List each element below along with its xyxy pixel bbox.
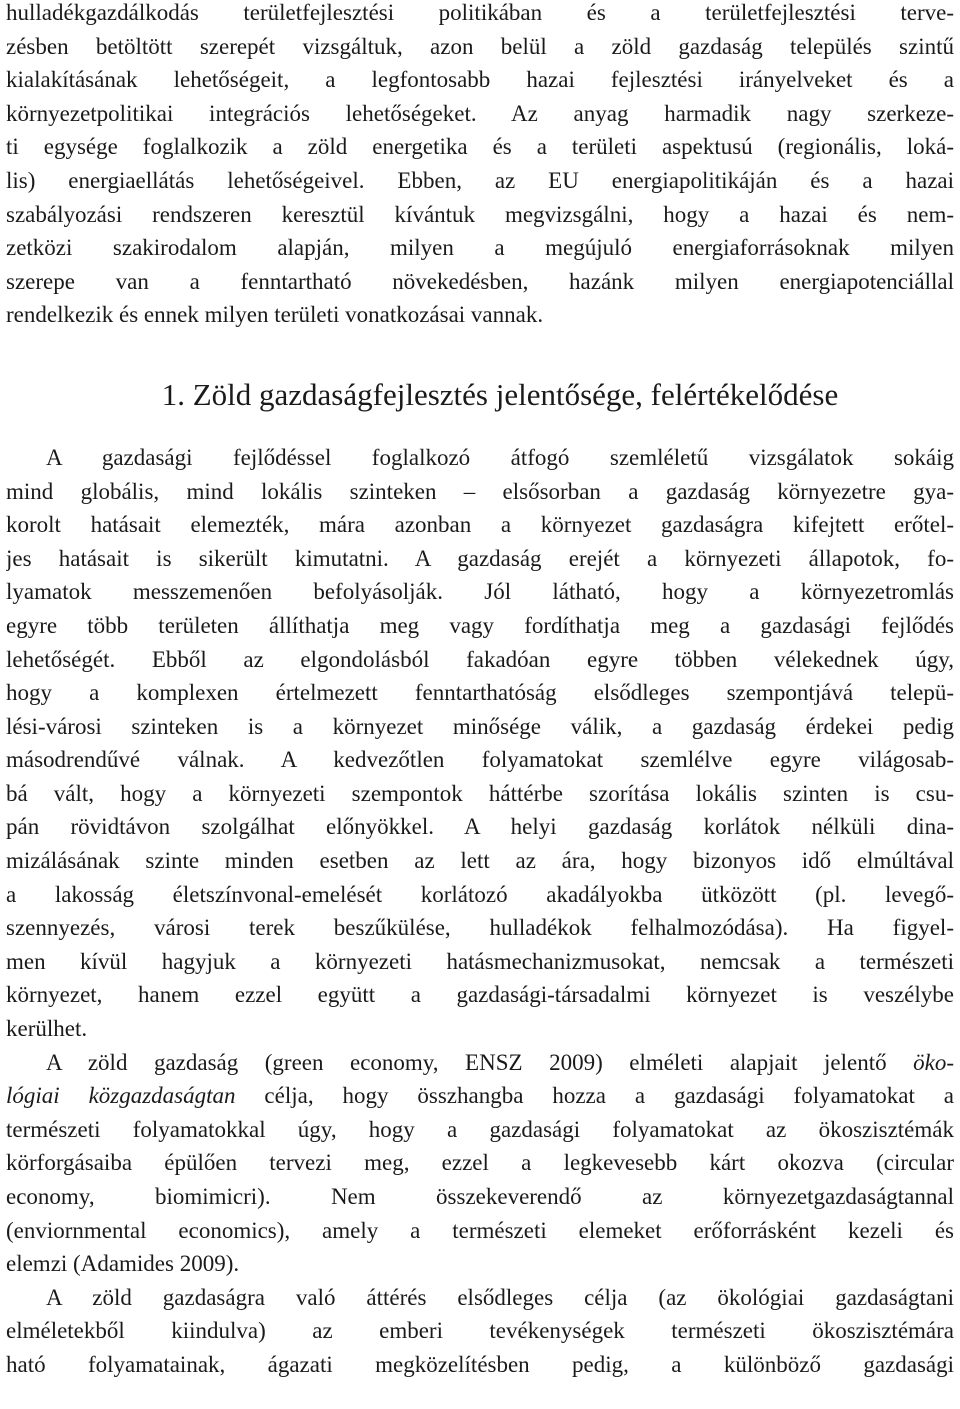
text-line: ható folyamatainak, ágazati megközelítésben pedig, a különböző gazdasági xyxy=(6,1351,954,1377)
text-line: mizálásának szinte minden esetben az lett az ára, hogy bizonyos idő elmúltával xyxy=(6,848,954,874)
text-line: elméletekből kiindulva) az emberi tevékenységek természeti ökoszisztémára xyxy=(6,1318,954,1344)
text-line: A gazdasági fejlődéssel foglalkozó átfogó szemléletű vizsgálatok sokáig xyxy=(46,444,954,470)
text-line: rendelkezik és ennek milyen területi vonatkozásai vannak. xyxy=(6,302,544,328)
text-line: jes hatásait is sikerült kimutatni. A gazdaság erejét a környezeti állapotok, fo- xyxy=(6,545,954,571)
text-line: szabályozási rendszeren keresztül kívántuk megvizsgálni, hogy a hazai és nem- xyxy=(6,201,954,227)
italic-term: öko- xyxy=(913,1049,954,1075)
text-line: korolt hatásait elemezték, mára azonban a környezet gazdaságra kifejtett erőtel- xyxy=(6,512,954,538)
text-line: hulladékgazdálkodás területfejlesztési politikában és a területfejlesztési terve- xyxy=(6,0,954,25)
text-line: szennyezés, városi terek beszűkülése, hulladékok felhalmozódása). Ha figyel- xyxy=(6,915,954,941)
text-line: a lakosság életszínvonal-emelését korlátozó akadályokba ütközött (pl. levegő- xyxy=(6,881,954,907)
text-line: zésben betöltött szerepét vizsgáltuk, azon belül a zöld gazdaság település szintű xyxy=(6,33,954,59)
text-line: lési-városi szinteken is a környezet minősége válik, a gazdaság érdekei pedig xyxy=(6,713,954,739)
text-line: természeti folyamatokkal úgy, hogy a gazdasági folyamatokat az ökoszisztémák xyxy=(6,1116,954,1142)
text-line: lehetőségét. Ebből az elgondolásból fakadóan egyre többen vélekednek úgy, xyxy=(6,646,954,672)
text-line: pán rövidtávon szolgálhat előnyökkel. A helyi gazdaság korlátok nélküli dina- xyxy=(6,814,954,840)
body-paragraph-3 xyxy=(6,1281,954,1382)
text-line: körforgásaiba épülően tervezi meg, ezzel a legkevesebb kárt okozva (circular xyxy=(6,1150,954,1176)
text-line: A zöld gazdaságra való áttérés elsődleges célja (az ökológiai gazdaságtani xyxy=(46,1284,954,1310)
document-page xyxy=(6,0,954,1382)
text-line: economy, biomimicri). Nem összekeverendő az környezetgazdaságtannal xyxy=(6,1184,954,1209)
text-line: elemzi (Adamides 2009). xyxy=(6,1251,240,1277)
body-paragraph-1 xyxy=(6,441,954,1046)
text-line: men kívül hagyjuk a környezeti hatásmechanizmusokat, nemcsak a természeti xyxy=(6,948,954,974)
text-line: ti egysége foglalkozik a zöld energetika és a területi aspektusú (regionális, loká- xyxy=(6,134,954,160)
body-paragraph-2 xyxy=(6,1046,954,1281)
text-line: egyre több területen állíthatja meg vagy fordíthatja meg a gazdasági fejlődés xyxy=(6,612,954,638)
text-line: kialakításának lehetőségeit, a legfontosabb hazai fejlesztési irányelveket és a xyxy=(6,67,954,93)
section-heading: 1. Zöld gazdaságfejlesztés jelentősége, felértékelődése xyxy=(161,376,839,412)
text-line: mind globális, mind lokális szinteken – elsősorban a gazdaság környezetre gya- xyxy=(6,478,954,504)
text-line: bá vált, hogy a környezeti szempontok háttérbe szorítása lokális szinten is csu- xyxy=(6,780,954,806)
text-line: környezetpolitikai integrációs lehetőségeket. Az anyag harmadik nagy szerkeze- xyxy=(6,100,954,126)
text-line: lyamatok messzemenően befolyásolják. Jól látható, hogy a környezetromlás xyxy=(6,579,954,605)
text-line xyxy=(6,1046,954,1080)
italic-term: lógiai közgazdaságtan xyxy=(6,1083,236,1109)
text-line: kerülhet. xyxy=(6,1016,88,1042)
intro-paragraph xyxy=(6,0,954,332)
text-line: zetközi szakirodalom alapján, milyen a megújuló energiaforrásoknak milyen xyxy=(6,235,954,261)
text-run: A zöld gazdaság (green economy, ENSZ 2009) elméleti alapjait jelentő xyxy=(46,1049,914,1075)
text-line xyxy=(6,1079,954,1113)
text-line: másodrendűvé válnak. A kedvezőtlen folyamatokat szemlélve egyre világosab- xyxy=(6,747,954,773)
text-line: (enviornmental economics), amely a természeti elemeket erőforrásként kezeli és xyxy=(6,1217,954,1243)
text-line: lis) energiaellátás lehetőségeivel. Ebben, az EU energiapolitikáján és a hazai xyxy=(6,167,954,193)
text-line: hogy a komplexen értelmezett fenntarthatóság elsődleges szempontjává telepü- xyxy=(6,680,954,706)
text-run: célja, hogy összhangba hozza a gazdasági folyamatokat a xyxy=(235,1083,954,1109)
text-line: szerepe van a fenntartható növekedésben, hazánk milyen energiapotenciállal xyxy=(6,268,954,294)
text-line: környezet, hanem ezzel együtt a gazdasági-társadalmi környezet is veszélybe xyxy=(6,982,954,1008)
